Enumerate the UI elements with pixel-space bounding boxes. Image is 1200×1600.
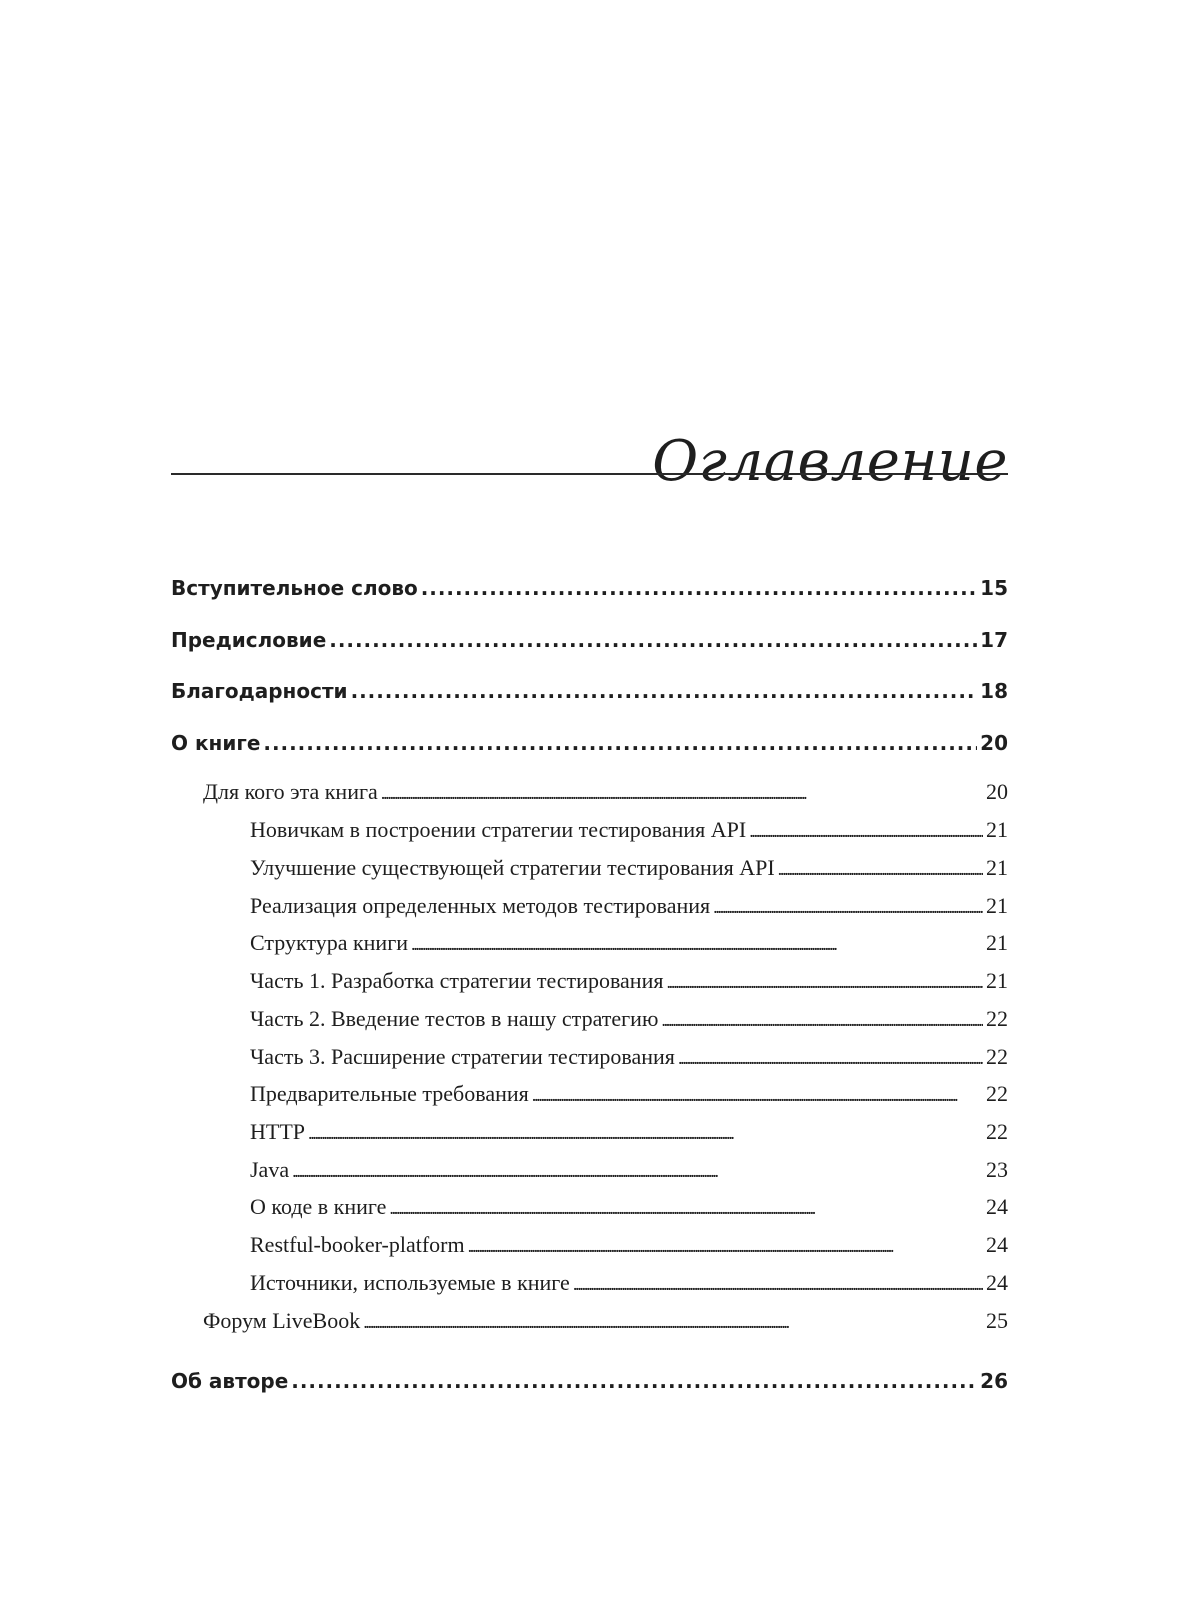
toc-entry[interactable] (171, 930, 1008, 956)
toc-entry-page: 20 (986, 779, 1008, 804)
toc-entry[interactable] (171, 817, 1008, 843)
toc-entry-label: Restful-booker-platform (250, 1232, 465, 1257)
toc-entry-label: HTTP (250, 1119, 305, 1144)
toc-entry[interactable] (171, 1194, 1008, 1220)
toc-entry-page: 24 (986, 1232, 1008, 1257)
toc-dot-leader (351, 679, 978, 703)
toc-entry[interactable] (171, 1232, 1008, 1258)
toc-entry-page: 21 (986, 893, 1008, 918)
toc-entry[interactable] (171, 1006, 1008, 1032)
toc-entry-page: 20 (980, 731, 1008, 755)
toc-entry[interactable] (171, 1308, 1008, 1334)
toc-entry-label: Улучшение существующей стратегии тестирования API (250, 855, 775, 880)
toc-dot-leader (573, 1274, 983, 1295)
toc-dot-leader (329, 628, 977, 652)
toc-entry[interactable] (171, 779, 1008, 805)
toc-dot-leader (421, 576, 977, 600)
toc-entry-page: 24 (986, 1270, 1008, 1295)
toc-entry-label: Часть 2. Введение тестов в нашу стратегию (250, 1006, 659, 1031)
toc-dot-leader (666, 972, 983, 993)
toc-entry-page: 25 (986, 1308, 1008, 1333)
toc-dot-leader (389, 1198, 983, 1219)
toc-entry-label: Благодарности (171, 679, 348, 703)
toc-entry-label: Источники, используемые в книге (250, 1270, 570, 1295)
toc-entry-page: 22 (986, 1119, 1008, 1144)
toc-entry-label: Для кого эта книга (203, 779, 378, 804)
toc-entry[interactable] (171, 679, 1008, 703)
toc-entry[interactable] (171, 628, 1008, 652)
toc-entry-page: 21 (986, 968, 1008, 993)
toc-entry[interactable] (171, 731, 1008, 755)
toc-entry-page: 18 (980, 679, 1008, 703)
toc-dot-leader (263, 731, 977, 755)
toc-dot-leader (532, 1085, 983, 1106)
toc-entry[interactable] (171, 1044, 1008, 1070)
toc-entry-label: О коде в книге (250, 1194, 387, 1219)
toc-entry-page: 22 (986, 1081, 1008, 1106)
toc-entry-page: 15 (980, 576, 1008, 600)
toc-entry[interactable] (171, 855, 1008, 881)
toc-dot-leader (291, 1369, 977, 1393)
toc-entry-page: 17 (980, 628, 1008, 652)
toc-dot-leader (308, 1123, 983, 1144)
toc-entry[interactable] (171, 1081, 1008, 1107)
toc-dot-leader (661, 1010, 983, 1031)
toc-entry-label: Вступительное слово (171, 576, 418, 600)
toc-entry-label: Реализация определенных методов тестирования (250, 893, 711, 918)
toc-entry-label: Предисловие (171, 628, 327, 652)
toc-entry-page: 21 (986, 817, 1008, 842)
toc-entry-label: Об авторе (171, 1369, 289, 1393)
toc-entry-page: 22 (986, 1006, 1008, 1031)
toc-dot-leader (678, 1048, 983, 1069)
toc-entry-label: Форум LiveBook (203, 1308, 361, 1333)
toc-entry-page: 22 (986, 1044, 1008, 1069)
toc-entry-page: 24 (986, 1194, 1008, 1219)
toc-entry[interactable] (171, 893, 1008, 919)
toc-entry[interactable] (171, 1157, 1008, 1183)
page-title: Оглавление (652, 428, 1008, 494)
toc-entry-page: 21 (986, 930, 1008, 955)
toc-entry-page: 23 (986, 1157, 1008, 1182)
toc-entry-page: 21 (986, 855, 1008, 880)
toc-entry-label: Java (250, 1157, 290, 1182)
toc-entry-label: Предварительные требования (250, 1081, 529, 1106)
toc-entry[interactable] (171, 1119, 1008, 1145)
toc-entry-page: 26 (980, 1369, 1008, 1393)
toc-dot-leader (713, 897, 983, 918)
toc-entry-label: Новичкам в построении стратегии тестирования API (250, 817, 747, 842)
toc-dot-leader (381, 783, 983, 804)
toc-entry[interactable] (171, 576, 1008, 600)
toc-entry[interactable] (171, 968, 1008, 994)
toc-entry-label: Часть 1. Разработка стратегии тестирования (250, 968, 664, 993)
toc-entry-label: О книге (171, 731, 261, 755)
toc-dot-leader (292, 1161, 983, 1182)
toc-dot-leader (363, 1312, 983, 1333)
toc-entry-label: Часть 3. Расширение стратегии тестирования (250, 1044, 675, 1069)
toc-dot-leader (749, 821, 983, 842)
toc-dot-leader (468, 1236, 983, 1257)
toc-dot-leader (778, 859, 983, 880)
toc-entry[interactable] (171, 1270, 1008, 1296)
toc-entry-label: Структура книги (250, 930, 408, 955)
table-of-contents (171, 0, 1008, 1600)
toc-dot-leader (411, 934, 983, 955)
toc-entry[interactable] (171, 1369, 1008, 1393)
